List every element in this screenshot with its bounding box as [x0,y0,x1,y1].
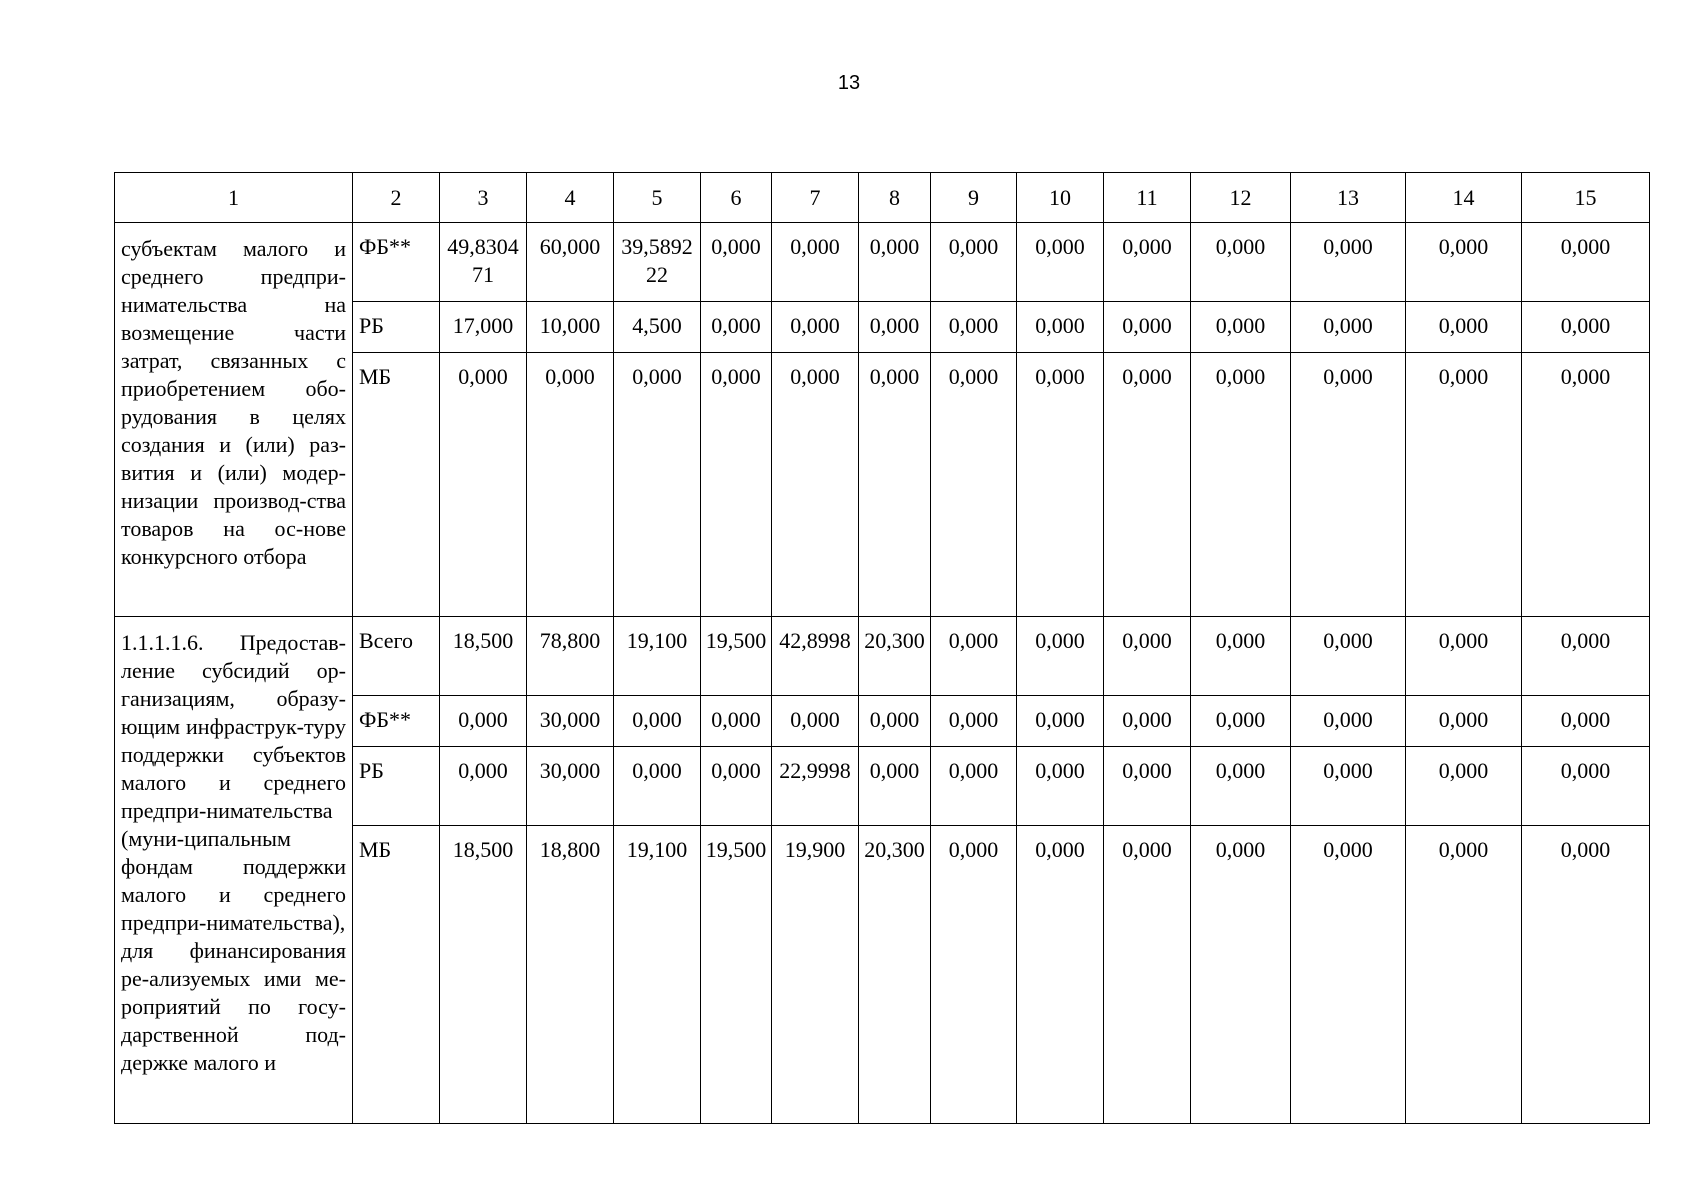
header-row [115,173,1650,223]
value-cell: 0,000 [701,747,772,826]
value-cell: 18,500 [440,617,527,696]
funding-source: МБ [353,826,440,1124]
value-cell: 18,500 [440,826,527,1124]
value-cell: 49,830471 [440,223,527,302]
value-cell: 0,000 [859,696,931,747]
value-cell: 22,9998 [772,747,859,826]
value-cell: 60,000 [527,223,614,302]
value-cell: 19,500 [701,826,772,1124]
value-cell: 0,000 [701,302,772,353]
value-cell: 0,000 [1522,747,1650,826]
value-cell: 0,000 [1104,223,1191,302]
column-header: 9 [931,173,1017,223]
value-cell: 0,000 [701,353,772,617]
column-header: 11 [1104,173,1191,223]
value-cell: 0,000 [1291,747,1406,826]
value-cell: 0,000 [931,353,1017,617]
value-cell: 0,000 [527,353,614,617]
value-cell: 30,000 [527,696,614,747]
value-cell: 78,800 [527,617,614,696]
value-cell: 0,000 [931,617,1017,696]
funding-source: РБ [353,302,440,353]
value-cell: 0,000 [1291,353,1406,617]
value-cell: 0,000 [859,747,931,826]
value-cell: 0,000 [1406,302,1522,353]
column-header: 13 [1291,173,1406,223]
value-cell: 0,000 [1017,747,1104,826]
value-cell: 0,000 [1522,302,1650,353]
value-cell: 19,100 [614,826,701,1124]
value-cell: 0,000 [931,826,1017,1124]
funding-source: ФБ** [353,223,440,302]
value-cell: 0,000 [859,302,931,353]
value-cell: 4,500 [614,302,701,353]
funding-source: Всего [353,617,440,696]
value-cell: 0,000 [1191,696,1291,747]
value-cell: 0,000 [1406,617,1522,696]
value-cell: 0,000 [1406,747,1522,826]
column-header: 3 [440,173,527,223]
value-cell: 0,000 [931,302,1017,353]
value-cell: 0,000 [440,696,527,747]
row-description: 1.1.1.1.6. Предостав-ление субсидий ор-ганизациям, образу-ющим инфраструк-туру поддержки субъектов малого и среднего предпри-нимательства (муни-ципальным фондам поддержки малого и среднего предпри-нимательства), для финансирования ре-ализуемых ими ме-роприятий по госу-дарственной под-держке малого и [115,617,353,1124]
value-cell: 0,000 [772,696,859,747]
value-cell: 0,000 [1522,696,1650,747]
value-cell: 0,000 [614,747,701,826]
value-cell: 20,300 [859,617,931,696]
value-cell: 0,000 [1522,223,1650,302]
budget-table [114,172,1650,1124]
value-cell: 0,000 [701,223,772,302]
column-header: 15 [1522,173,1650,223]
value-cell: 0,000 [1522,353,1650,617]
value-cell: 0,000 [1104,353,1191,617]
value-cell: 0,000 [1291,223,1406,302]
value-cell: 10,000 [527,302,614,353]
value-cell: 0,000 [1406,353,1522,617]
value-cell: 0,000 [1191,826,1291,1124]
value-cell: 0,000 [1291,696,1406,747]
value-cell: 0,000 [859,223,931,302]
table-header [115,173,1650,223]
value-cell: 0,000 [614,353,701,617]
value-cell: 0,000 [1104,617,1191,696]
value-cell: 0,000 [1291,302,1406,353]
value-cell: 0,000 [1291,826,1406,1124]
value-cell: 0,000 [1191,302,1291,353]
value-cell: 0,000 [440,353,527,617]
value-cell: 0,000 [1017,696,1104,747]
column-header: 5 [614,173,701,223]
funding-source: РБ [353,747,440,826]
table-row [115,617,1650,696]
value-cell: 0,000 [1191,747,1291,826]
value-cell: 0,000 [1104,826,1191,1124]
value-cell: 19,500 [701,617,772,696]
value-cell: 0,000 [859,353,931,617]
value-cell: 0,000 [1017,223,1104,302]
value-cell: 0,000 [1191,223,1291,302]
value-cell: 0,000 [1191,353,1291,617]
column-header: 12 [1191,173,1291,223]
value-cell: 20,300 [859,826,931,1124]
value-cell: 0,000 [931,696,1017,747]
value-cell: 0,000 [772,302,859,353]
column-header: 10 [1017,173,1104,223]
value-cell: 0,000 [1406,826,1522,1124]
value-cell: 42,8998 [772,617,859,696]
row-description: субъектам малого и среднего предпри-нимательства на возмещение части затрат, связанных с приобретением обо-рудования в целях создания и (или) раз-вития и (или) модер-низации производ-ства товаров на ос-нове конкурсного отбора [115,223,353,617]
column-header: 1 [115,173,353,223]
value-cell: 0,000 [1017,826,1104,1124]
value-cell: 0,000 [440,747,527,826]
value-cell: 39,589222 [614,223,701,302]
value-cell: 0,000 [701,696,772,747]
value-cell: 0,000 [1406,223,1522,302]
column-header: 8 [859,173,931,223]
value-cell: 19,100 [614,617,701,696]
value-cell: 0,000 [1104,747,1191,826]
value-cell: 18,800 [527,826,614,1124]
value-cell: 19,900 [772,826,859,1124]
value-cell: 0,000 [614,696,701,747]
value-cell: 30,000 [527,747,614,826]
value-cell: 0,000 [1522,617,1650,696]
value-cell: 0,000 [931,747,1017,826]
value-cell: 0,000 [1017,353,1104,617]
table-row [115,223,1650,302]
value-cell: 17,000 [440,302,527,353]
value-cell: 0,000 [772,353,859,617]
value-cell: 0,000 [1104,696,1191,747]
value-cell: 0,000 [1522,826,1650,1124]
value-cell: 0,000 [1191,617,1291,696]
value-cell: 0,000 [1104,302,1191,353]
column-header: 4 [527,173,614,223]
column-header: 2 [353,173,440,223]
column-header: 14 [1406,173,1522,223]
column-header: 7 [772,173,859,223]
column-header: 6 [701,173,772,223]
value-cell: 0,000 [772,223,859,302]
value-cell: 0,000 [1017,617,1104,696]
funding-source: ФБ** [353,696,440,747]
value-cell: 0,000 [1017,302,1104,353]
page-number: 13 [837,72,861,94]
funding-source: МБ [353,353,440,617]
value-cell: 0,000 [1291,617,1406,696]
value-cell: 0,000 [931,223,1017,302]
table-body [115,223,1650,1124]
value-cell: 0,000 [1406,696,1522,747]
